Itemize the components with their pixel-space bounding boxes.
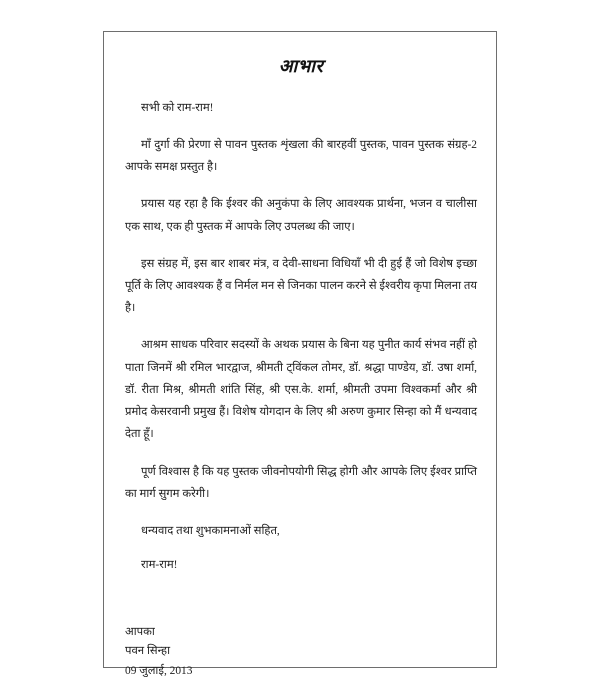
spacer: [125, 577, 477, 623]
document-content: [125, 32, 477, 677]
closing-thanks-line: धन्यवाद तथा शुभकामनाओं सहित,: [141, 525, 280, 538]
document-page: [103, 31, 497, 677]
spacer: [125, 542, 477, 554]
paragraph-4-acknowledgements: आश्रम साधक परिवार सदस्यों के अथक प्रयास के बिना यह पुनीत कार्य संभव नहीं हो पाता जिनमें श्री रमिल भारद्वाज, श्रीमती ट्विंकल तोमर, डॉ. श्रद्धा पाण्डेय, डॉ. उषा शर्मा, डॉ. रीता मिश्र, श्रीमती शांति सिंह, श्री एस.के. शर्मा, श्रीमती उपमा विश्वकर्मा और श्री प्रमोद केसरवानी प्रमुख हैं। विशेष योगदान के लिए श्री अरुण कुमार सिन्हा को मैं धन्यवाद देता हूँ।: [125, 339, 477, 441]
paragraph-3: इस संग्रह में, इस बार शाबर मंत्र, व देवी-साधना विधियाँ भी दी हुई हैं जो विशेष इच्छा पूर्ति के लिए आवश्यक हैं व निर्मल मन से जिनका पालन करने से ईश्वरीय कृपा मिलना तय है।: [125, 257, 477, 315]
signature-block: [125, 623, 477, 682]
paragraph-5: पूर्ण विश्वास है कि यह पुस्तक जीवनोपयोगी सिद्ध होगी और आपके लिए ईश्वर प्राप्ति का मार्ग सुगम करेगी।: [125, 465, 477, 500]
spacer: [125, 319, 477, 334]
spacer: [125, 446, 477, 461]
signature-name: पवन सिन्हा: [125, 645, 171, 658]
spacer: [125, 505, 477, 520]
signature-salutation: आपका: [125, 625, 155, 638]
spacer: [125, 238, 477, 253]
signature-date: 09 जुलाई, 2013: [125, 664, 193, 677]
closing-salutation-line: राम-राम!: [141, 559, 178, 572]
paragraph-2: प्रयास यह रहा है कि ईश्वर की अनुकंपा के लिए आवश्यक प्रार्थना, भजन व चालीसा एक साथ, एक ही पुस्तक में आपके लिए उपलब्ध की जाए।: [125, 198, 477, 233]
spacer: [125, 178, 477, 193]
spacer: [125, 119, 477, 134]
spacer: [125, 78, 477, 97]
page-title: आभार: [278, 56, 324, 76]
greeting-line: सभी को राम-राम!: [141, 101, 214, 114]
paragraph-1: माँ दुर्गा की प्रेरणा से पावन पुस्तक शृंखला की बारहवीं पुस्तक, पावन पुस्तक संग्रह-2 आपके समक्ष प्रस्तुत है।: [125, 138, 477, 174]
